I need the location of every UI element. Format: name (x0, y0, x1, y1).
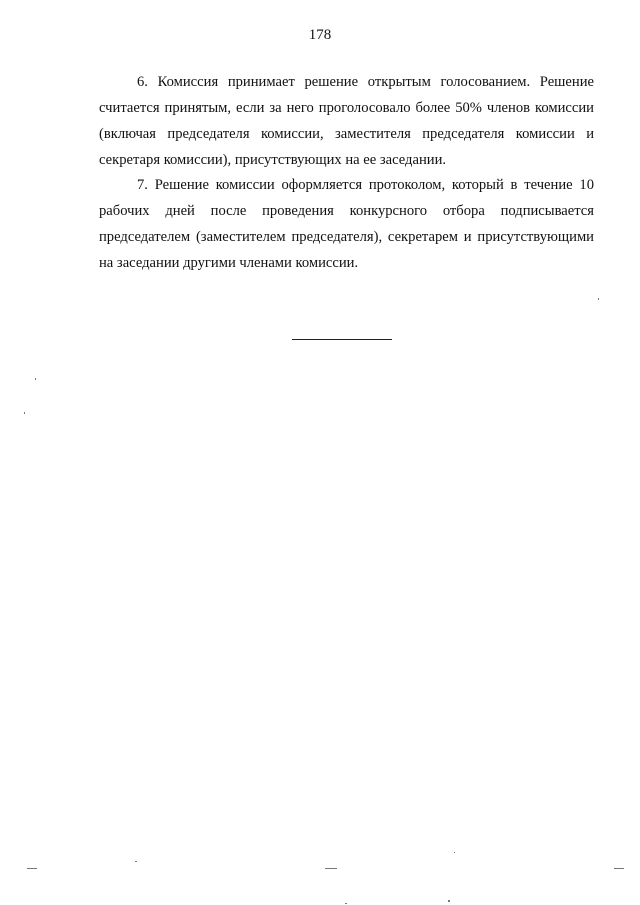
scan-artifact (325, 868, 337, 869)
scan-artifact (135, 861, 137, 862)
paragraph-6: 6. Комиссия принимает решение открытым голосованием. Решение считается принятым, если за него проголосовало более 50% членов комиссии (включая председателя комиссии, заместителя председателя комиссии и секретаря комиссии), присутствующих на ее заседании. (99, 74, 594, 168)
scan-artifact (614, 868, 624, 869)
scan-artifact (27, 868, 37, 869)
scan-artifact (24, 412, 25, 414)
scan-artifact (454, 852, 455, 853)
paragraph-7: 7. Решение комиссии оформляется протоколом, который в течение 10 рабочих дней после проведения конкурсного отбора подписывается председателем (заместителем председателя), секретарем и присутствующими на заседании другими членами комиссии. (99, 177, 594, 271)
scan-artifact (345, 903, 347, 904)
scan-artifact (598, 298, 599, 300)
end-of-text-rule (292, 339, 392, 340)
scan-artifact (35, 378, 36, 380)
scan-artifact (448, 900, 450, 902)
page-number: 178 (308, 27, 332, 43)
